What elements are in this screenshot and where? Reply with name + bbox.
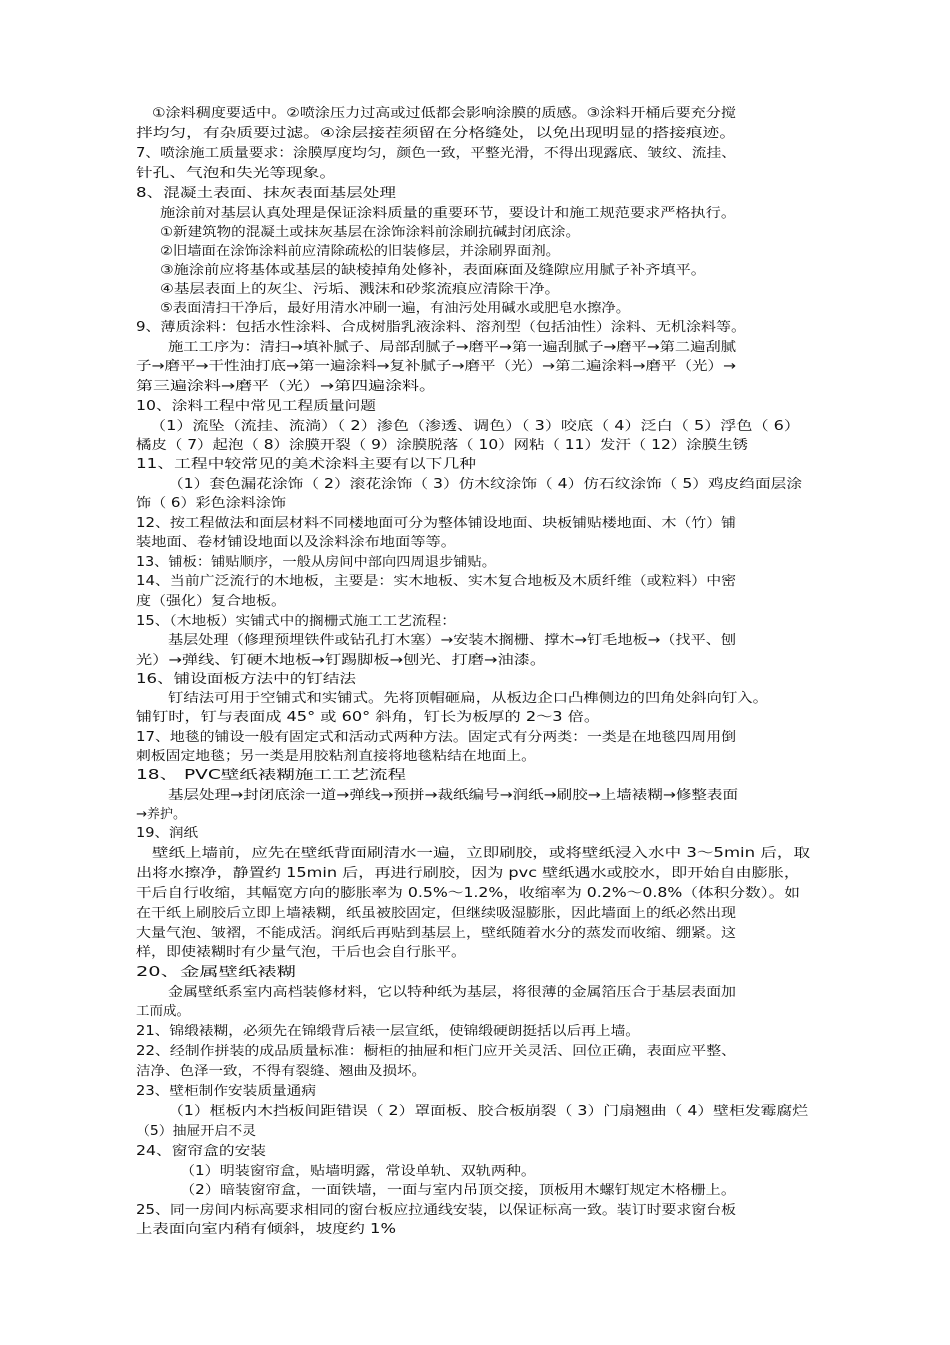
text-line: 23、壁柜制作安装质量通病 — [136, 1084, 316, 1099]
text-line: 上表面向室内稍有倾斜，坡度约 1% — [136, 1222, 396, 1237]
text-line: ④基层表面上的灰尘、污垢、溅沫和砂浆流痕应清除干净。 — [160, 282, 560, 297]
text-line: 21、锦缎裱糊，必须先在锦缎背后裱一层宣纸，使锦缎硬朗挺括以后再上墙。 — [136, 1024, 640, 1039]
text-line: （1）明装窗帘盒，贴墙明露，常设单轨、双轨两种。 — [180, 1164, 536, 1179]
text-line: 14、当前广泛流行的木地板，主要是：实木地板、实木复合地板及木质纤维（或粒料）中密 — [136, 574, 736, 589]
text-line: （1）套色漏花涂饰（ 2）滚花涂饰（ 3）仿木纹涂饰（ 4）仿石纹涂饰（ 5）鸡皮绉面层涂 — [168, 477, 802, 492]
text-line: ①涂料稠度要适中。②喷涂压力过高或过低都会影响涂膜的质感。③涂料开桶后要充分搅 — [152, 106, 736, 121]
text-line: 16、铺设面板方法中的钉结法 — [136, 672, 356, 687]
text-line: （1）框板内木挡板间距错误（ 2）罩面板、胶合板崩裂（ 3）门扇翘曲（ 4）壁柜发霉腐烂 — [168, 1104, 808, 1119]
text-line: 干后自行收缩，其幅宽方向的膨胀率为 0.5%～1.2%，收缩率为 0.2%～0.8%（体积分数）。如 — [136, 886, 800, 901]
text-line: →养护。 — [136, 807, 186, 822]
text-line: 出将水擦净，静置约 15min 后，再进行刷胶，因为 pvc 壁纸遇水或胶水，即开始自由膨胀， — [136, 866, 800, 881]
text-line: ①新建筑物的混凝土或抹灰基层在涂饰涂料前涂刷抗碱封闭底涂。 — [160, 225, 580, 240]
text-line: 24、窗帘盒的安装 — [136, 1144, 266, 1159]
text-line: 13、铺板：铺贴顺序，一般从房间中部向四周退步铺贴。 — [136, 555, 496, 570]
text-line: 橘皮（ 7）起泡（ 8）涂膜开裂（ 9）涂膜脱落（ 10）网粘（ 11）发汗（ 12）涂膜生锈 — [136, 438, 748, 453]
text-line: （5）抽屉开启不灵 — [136, 1124, 256, 1139]
text-line: 15、（木地板）实铺式中的搁栅式施工工艺流程： — [136, 614, 456, 629]
text-line: 25、同一房间内标高要求相同的窗台板应拉通线安装，以保证标高一致。装订时要求窗台板 — [136, 1203, 736, 1218]
text-line: 光）→弹线、钉硬木地板→钉踢脚板→刨光、打磨→油漆。 — [136, 653, 546, 668]
text-line: 样，即使裱糊时有少量气泡，干后也会自行胀平。 — [136, 945, 466, 960]
text-line: 施涂前对基层认真处理是保证涂料质量的重要环节，要设计和施工规范要求严格执行。 — [160, 206, 736, 221]
text-line: 装地面、卷材铺设地面以及涂料涂布地面等等。 — [136, 535, 456, 550]
text-line: 10、涂料工程中常见工程质量问题 — [136, 399, 376, 414]
text-line: 大量气泡、皱褶，不能成活。润纸后再贴到基层上，壁纸随着水分的蒸发而收缩、绷紧。这 — [136, 926, 736, 941]
text-line: ⑤表面清扫干净后，最好用清水冲刷一遍，有油污处用碱水或肥皂水擦净。 — [160, 301, 630, 316]
text-line: 钉结法可用于空铺式和实铺式。先将顶帽砸扁，从板边企口凸榫侧边的凹角处斜向钉入。 — [168, 691, 768, 706]
text-line: 饰（ 6）彩色涂料涂饰 — [136, 496, 286, 511]
text-line: 子→磨平→干性油打底→第一遍涂料→复补腻子→磨平（光）→第二遍涂料→磨平（光）→ — [136, 359, 736, 374]
text-line: 第三遍涂料→磨平（光）→第四遍涂料。 — [136, 379, 436, 394]
text-line: 8、混凝土表面、抹灰表面基层处理 — [136, 186, 396, 201]
text-line: 基层处理→封闭底涂一道→弹线→预拼→裁纸编号→润纸→刷胶→上墙裱糊→修整表面 — [168, 788, 738, 803]
text-line: 洁净、色泽一致，不得有裂缝、翘曲及损坏。 — [136, 1064, 426, 1079]
text-line: 17、地毯的铺设一般有固定式和活动式两种方法。固定式有分两类：一类是在地毯四周用倒 — [136, 730, 736, 745]
text-line: 22、经制作拼装的成品质量标准：橱柜的抽屉和柜门应开关灵活、回位正确，表面应平整、 — [136, 1044, 736, 1059]
text-line: 壁纸上墙前，应先在壁纸背面刷清水一遍，立即刷胶，或将壁纸浸入水中 3～5min 后，取 — [152, 846, 810, 861]
text-line: 19、润纸 — [136, 826, 198, 841]
text-line: 刺板固定地毯；另一类是用胶粘剂直接将地毯粘结在地面上。 — [136, 749, 536, 764]
text-line: 12、按工程做法和面层材料不同楼地面可分为整体铺设地面、块板铺贴楼地面、木（竹）铺 — [136, 516, 736, 531]
text-line: 在干纸上刷胶后立即上墙裱糊，纸虽被胶固定，但继续吸湿膨胀，因此墙面上的纸必然出现 — [136, 906, 736, 921]
text-line: 7、喷涂施工质量要求：涂膜厚度均匀，颜色一致，平整光滑，不得出现露底、皱纹、流挂、 — [136, 146, 736, 161]
text-line: 针孔、气泡和失光等现象。 — [136, 166, 336, 181]
text-line: （1）流坠（流挂、流淌）（ 2）渗色（渗透、调色）（ 3）咬底（ 4）泛白（ 5）浮色（ 6） — [150, 419, 800, 434]
text-line: ②旧墙面在涂饰涂料前应清除疏松的旧装修层，并涂刷界面剂。 — [160, 244, 560, 259]
text-line: 20、金属壁纸裱糊 — [136, 965, 296, 980]
text-line: 9、薄质涂料：包括水性涂料、合成树脂乳液涂料、溶剂型（包括油性）涂料、无机涂料等。 — [136, 320, 746, 335]
text-line: 拌均匀，有杂质要过滤。④涂层接茬须留在分格缝处，以免出现明显的搭接痕迹。 — [136, 126, 736, 141]
text-line: 施工工序为：清扫→填补腻子、局部刮腻子→磨平→第一遍刮腻子→磨平→第二遍刮腻 — [168, 340, 736, 355]
text-line: 铺钉时，钉与表面成 45° 或 60° 斜角，钉长为板厚的 2～3 倍。 — [136, 710, 600, 725]
text-line: 基层处理（修理预埋铁件或钻孔打木塞）→安装木搁栅、撑木→钉毛地板→（找平、刨 — [168, 633, 736, 648]
text-line: 金属壁纸系室内高档装修材料，它以特种纸为基层，将很薄的金属箔压合于基层表面加 — [168, 985, 736, 1000]
text-line: 度（强化）复合地板。 — [136, 594, 286, 609]
text-line: ③施涂前应将基体或基层的缺棱掉角处修补，表面麻面及缝隙应用腻子补齐填平。 — [160, 263, 706, 278]
text-line: 18、 PVC壁纸裱糊施工工艺流程 — [136, 768, 406, 783]
text-line: 工而成。 — [136, 1004, 190, 1019]
text-line: （2）暗装窗帘盒，一面铁墙，一面与室内吊顶交接，顶板用木螺钉规定木格栅上。 — [180, 1183, 736, 1198]
text-line: 11、工程中较常见的美术涂料主要有以下几种 — [136, 457, 476, 472]
